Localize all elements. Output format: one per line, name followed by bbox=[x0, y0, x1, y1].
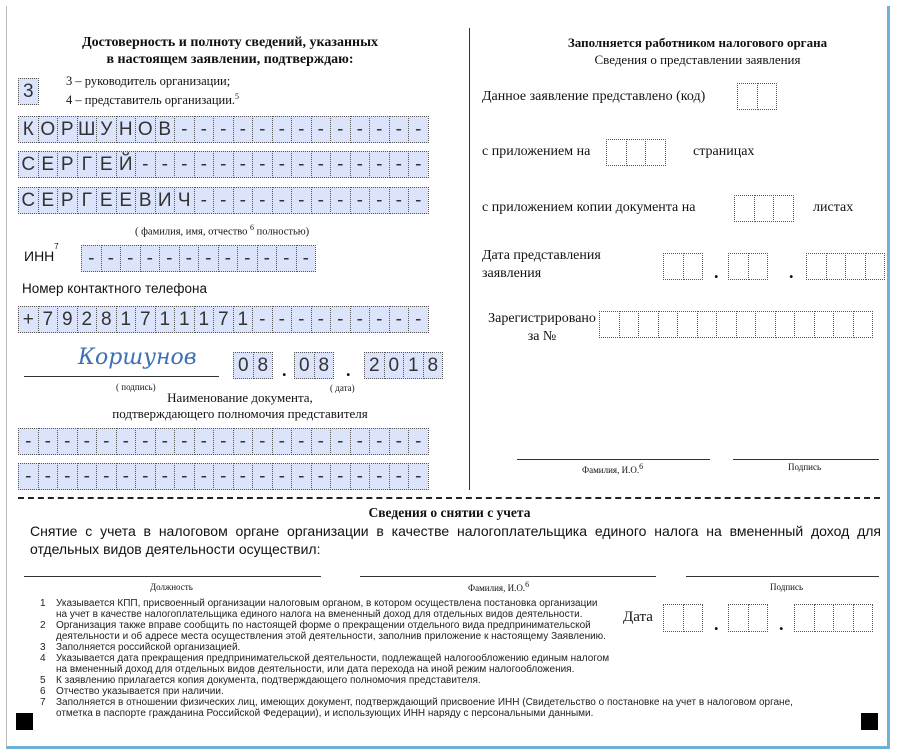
doc-char-cell: - bbox=[369, 463, 390, 490]
submit-date-label-line1: Дата представления bbox=[482, 248, 601, 263]
attach-pages-label: с приложением на bbox=[482, 144, 591, 159]
surname-char-cell: К bbox=[18, 116, 39, 143]
surname-char-cell: В bbox=[155, 116, 176, 143]
phone-char-cell: 7 bbox=[135, 306, 156, 333]
submit-date-char-cell bbox=[683, 253, 704, 280]
signer-code-cell[interactable] bbox=[18, 78, 38, 105]
patronymic-char-cell: - bbox=[389, 187, 410, 214]
reg-char-cell bbox=[755, 311, 776, 338]
signature-caption: ( подпись) bbox=[116, 382, 156, 392]
name-char-cell: С bbox=[18, 151, 39, 178]
surname-char-cell: - bbox=[350, 116, 371, 143]
surname-char-cell: - bbox=[369, 116, 390, 143]
doc-char-cell: - bbox=[408, 428, 429, 455]
name-char-cell: Е bbox=[96, 151, 117, 178]
doc-char-cell: - bbox=[155, 463, 176, 490]
left-header-line2: в настоящем заявлении, подтверждаю: bbox=[106, 52, 354, 67]
phone-char-cell: - bbox=[408, 306, 429, 333]
phone-char-cell: 9 bbox=[57, 306, 78, 333]
bottom-date-char-cell bbox=[728, 604, 749, 632]
name-char-cell: - bbox=[369, 151, 390, 178]
bottom-date-dot-1: . bbox=[714, 614, 719, 634]
doc-char-cell: - bbox=[291, 463, 312, 490]
footnote-item bbox=[40, 697, 793, 719]
doc-char-cell: - bbox=[330, 428, 351, 455]
doc-char-cell: - bbox=[174, 463, 195, 490]
submit-date-dot-2: . bbox=[789, 262, 794, 282]
doc-char-cell: - bbox=[96, 463, 117, 490]
phone-char-cell: - bbox=[350, 306, 371, 333]
name-char-cell: - bbox=[194, 151, 215, 178]
patronymic-char-cell: - bbox=[194, 187, 215, 214]
signature-line bbox=[24, 376, 219, 377]
date-char-cell: 8 bbox=[314, 352, 335, 379]
submit-date-day[interactable] bbox=[663, 253, 702, 280]
position-line bbox=[24, 576, 321, 577]
footnote-text: Заполняется российской организацией. bbox=[56, 642, 241, 653]
doc-char-cell: - bbox=[369, 428, 390, 455]
patronymic-char-cell: Ч bbox=[174, 187, 195, 214]
name-char-cell: - bbox=[350, 151, 371, 178]
pages-char-cell bbox=[626, 139, 647, 166]
reg-label bbox=[482, 310, 602, 346]
footnote-number: 3 bbox=[40, 642, 46, 653]
worker-fio-sup: 6 bbox=[639, 462, 644, 471]
submit-date-char-cell bbox=[748, 253, 769, 280]
worker-fio-caption bbox=[582, 462, 643, 475]
doc-char-cell: - bbox=[77, 463, 98, 490]
doc-char-cell: - bbox=[311, 428, 332, 455]
doc-char-cell: - bbox=[57, 428, 78, 455]
surname-char-cell: - bbox=[174, 116, 195, 143]
doc-char-cell: - bbox=[350, 428, 371, 455]
surname-field[interactable] bbox=[18, 116, 428, 143]
patronymic-char-cell: - bbox=[272, 187, 293, 214]
reg-char-cell bbox=[736, 311, 757, 338]
attach-copies-suffix: листах bbox=[813, 200, 854, 215]
doc-char-cell: - bbox=[38, 428, 59, 455]
name-char-cell: - bbox=[213, 151, 234, 178]
fio-caption-bottom-text: Фамилия, И.О. bbox=[468, 583, 526, 593]
footnote-text: Отчество указывается при наличии. bbox=[56, 686, 224, 697]
doc-char-cell: - bbox=[330, 463, 351, 490]
reg-char-cell bbox=[814, 311, 835, 338]
reg-char-cell bbox=[716, 311, 737, 338]
bottom-date-day[interactable] bbox=[663, 604, 702, 632]
name-char-cell: - bbox=[174, 151, 195, 178]
sign-line bbox=[686, 576, 879, 577]
attach-pages-suffix: страницах bbox=[693, 144, 755, 159]
code-char-cell bbox=[757, 83, 778, 110]
doc-char-cell: - bbox=[213, 463, 234, 490]
footnote-item bbox=[40, 686, 610, 697]
deregistration-text: Снятие с учета в налоговом органе организации в качестве налогоплательщика единого налога на вмененный доход для отдельных видов деятельности осуществил: bbox=[30, 523, 881, 557]
doc-char-cell: - bbox=[389, 463, 410, 490]
name-char-cell: - bbox=[272, 151, 293, 178]
doc-char-cell: - bbox=[18, 428, 39, 455]
bottom-date-char-cell bbox=[833, 604, 854, 632]
doc-char-cell: - bbox=[252, 463, 273, 490]
doc-char-cell: - bbox=[116, 428, 137, 455]
phone-char-cell: - bbox=[291, 306, 312, 333]
date-day-field[interactable] bbox=[233, 352, 272, 379]
patronymic-char-cell: - bbox=[408, 187, 429, 214]
patronymic-field[interactable] bbox=[18, 187, 428, 214]
surname-char-cell: - bbox=[272, 116, 293, 143]
inn-char-cell: - bbox=[218, 245, 239, 272]
doc-char-cell: - bbox=[311, 463, 332, 490]
phone-char-cell: - bbox=[252, 306, 273, 333]
surname-char-cell: - bbox=[213, 116, 234, 143]
footnote-ref-5: 5 bbox=[235, 92, 240, 101]
bottom-date-char-cell bbox=[663, 604, 684, 632]
fio-caption bbox=[135, 223, 309, 238]
doc-name-field-2[interactable] bbox=[18, 463, 428, 490]
surname-char-cell: Ш bbox=[77, 116, 98, 143]
phone-char-cell: 7 bbox=[213, 306, 234, 333]
name-char-cell: - bbox=[233, 151, 254, 178]
inn-char-cell: - bbox=[159, 245, 180, 272]
footnote-item bbox=[40, 642, 610, 653]
reg-char-cell bbox=[599, 311, 620, 338]
corner-marker-left bbox=[16, 713, 33, 730]
doc-char-cell: - bbox=[194, 463, 215, 490]
submitted-code-field[interactable] bbox=[737, 83, 776, 110]
reg-number-field[interactable] bbox=[599, 311, 872, 338]
submitted-code-label: Данное заявление представлено (код) bbox=[482, 89, 706, 104]
footnote-ref-6: 6 bbox=[250, 223, 255, 232]
footnote-text: Указывается дата прекращения предпринимательской деятельности, подлежащей налогообложению единым налогом на вмененный доход для отдельных видов деятельности, или дата перехода на иной режим налогообложения. bbox=[56, 653, 610, 675]
patronymic-char-cell: Р bbox=[57, 187, 78, 214]
surname-char-cell: Р bbox=[57, 116, 78, 143]
phone-char-cell: - bbox=[272, 306, 293, 333]
submit-date-label-line2: заявления bbox=[482, 266, 542, 281]
phone-char-cell: 1 bbox=[174, 306, 195, 333]
bottom-date-char-cell bbox=[794, 604, 815, 632]
reg-char-cell bbox=[697, 311, 718, 338]
date-year-field[interactable] bbox=[364, 352, 442, 379]
patronymic-char-cell: - bbox=[252, 187, 273, 214]
reg-char-cell bbox=[619, 311, 640, 338]
worker-fio-caption-text: Фамилия, И.О. bbox=[582, 465, 640, 475]
date-dot-2: . bbox=[346, 360, 351, 380]
doc-label bbox=[80, 390, 400, 422]
submit-date-char-cell bbox=[806, 253, 827, 280]
doc-char-cell: - bbox=[233, 463, 254, 490]
phone-label: Номер контактного телефона bbox=[22, 281, 208, 296]
doc-char-cell: - bbox=[135, 428, 156, 455]
section-divider bbox=[18, 497, 880, 499]
reg-char-cell bbox=[794, 311, 815, 338]
patronymic-char-cell: В bbox=[135, 187, 156, 214]
doc-char-cell: - bbox=[272, 463, 293, 490]
submit-date-month[interactable] bbox=[728, 253, 767, 280]
reg-label-line2: за № bbox=[527, 329, 557, 344]
inn-char-cell: - bbox=[179, 245, 200, 272]
left-header bbox=[40, 34, 420, 68]
footnote-number: 1 bbox=[40, 598, 46, 609]
signer-option-3: 3 – руководитель организации; bbox=[66, 74, 231, 88]
footnote-number: 6 bbox=[40, 686, 46, 697]
reg-char-cell bbox=[677, 311, 698, 338]
name-char-cell: - bbox=[155, 151, 176, 178]
phone-char-cell: - bbox=[369, 306, 390, 333]
doc-char-cell: - bbox=[116, 463, 137, 490]
copies-char-cell bbox=[773, 195, 794, 222]
name-char-cell: Г bbox=[77, 151, 98, 178]
name-char-cell: - bbox=[408, 151, 429, 178]
reg-char-cell bbox=[853, 311, 874, 338]
name-char-cell: Е bbox=[38, 151, 59, 178]
deregistration-title: Сведения о снятии с учета bbox=[368, 505, 531, 520]
doc-char-cell: - bbox=[252, 428, 273, 455]
doc-char-cell: - bbox=[174, 428, 195, 455]
surname-char-cell: - bbox=[408, 116, 429, 143]
submit-date-char-cell bbox=[865, 253, 886, 280]
submit-date-char-cell bbox=[663, 253, 684, 280]
patronymic-char-cell: - bbox=[213, 187, 234, 214]
doc-name-field-1[interactable] bbox=[18, 428, 428, 455]
footnote-item bbox=[40, 620, 610, 642]
doc-char-cell: - bbox=[18, 463, 39, 490]
phone-char-cell: - bbox=[389, 306, 410, 333]
date-dot-1: . bbox=[282, 360, 287, 380]
copies-char-cell bbox=[734, 195, 755, 222]
patronymic-char-cell: Е bbox=[116, 187, 137, 214]
phone-char-cell: 1 bbox=[233, 306, 254, 333]
footnote-number: 5 bbox=[40, 675, 46, 686]
signer-code: 3 bbox=[18, 78, 39, 105]
footnote-number: 2 bbox=[40, 620, 46, 631]
footnote-item bbox=[40, 598, 610, 620]
date-char-cell: 0 bbox=[233, 352, 254, 379]
reg-char-cell bbox=[658, 311, 679, 338]
date-char-cell: 0 bbox=[294, 352, 315, 379]
patronymic-char-cell: С bbox=[18, 187, 39, 214]
footnote-text: Организация также вправе сообщить по настоящей форме о прекращении отдельного вида предпринимательской деятельности и об адресе места осуществления этой деятельности, заполнив приложение к настоящему Заявлению. bbox=[56, 620, 606, 642]
patronymic-char-cell: Е bbox=[38, 187, 59, 214]
footnote-number: 4 bbox=[40, 653, 46, 664]
inn-char-cell: - bbox=[140, 245, 161, 272]
date-month-field[interactable] bbox=[294, 352, 333, 379]
surname-char-cell: - bbox=[194, 116, 215, 143]
right-header bbox=[525, 34, 870, 68]
footnote-ref-7: 7 bbox=[54, 242, 59, 252]
name-char-cell: - bbox=[135, 151, 156, 178]
name-char-cell: - bbox=[311, 151, 332, 178]
patronymic-char-cell: - bbox=[291, 187, 312, 214]
name-char-cell: - bbox=[389, 151, 410, 178]
phone-char-cell: - bbox=[330, 306, 351, 333]
worker-sign-caption: Подпись bbox=[788, 462, 822, 472]
phone-char-cell: 2 bbox=[77, 306, 98, 333]
doc-char-cell: - bbox=[57, 463, 78, 490]
inn-field[interactable] bbox=[81, 245, 315, 272]
date-char-cell: 8 bbox=[423, 352, 444, 379]
date-char-cell: 2 bbox=[364, 352, 385, 379]
patronymic-char-cell: - bbox=[311, 187, 332, 214]
patronymic-char-cell: Е bbox=[96, 187, 117, 214]
footnote-item bbox=[40, 653, 610, 675]
date-char-cell: 0 bbox=[384, 352, 405, 379]
bottom-date-month[interactable] bbox=[728, 604, 767, 632]
doc-label-line2: подтверждающего полномочия представителя bbox=[112, 406, 368, 421]
doc-char-cell: - bbox=[350, 463, 371, 490]
reg-char-cell bbox=[775, 311, 796, 338]
fio-caption-text: ( фамилия, имя, отчество bbox=[135, 226, 248, 238]
patronymic-char-cell: И bbox=[155, 187, 176, 214]
inn-label bbox=[24, 242, 59, 264]
surname-char-cell: О bbox=[135, 116, 156, 143]
worker-sign-line bbox=[733, 459, 879, 460]
reg-char-cell bbox=[638, 311, 659, 338]
phone-char-cell: 8 bbox=[96, 306, 117, 333]
submit-date-dot-1: . bbox=[714, 262, 719, 282]
fio-caption-bottom bbox=[468, 580, 529, 593]
doc-char-cell: - bbox=[155, 428, 176, 455]
reg-label-line1: Зарегистрировано bbox=[488, 311, 596, 326]
patronymic-char-cell: Г bbox=[77, 187, 98, 214]
fio-caption-bottom-sup: 6 bbox=[525, 580, 530, 589]
code-char-cell bbox=[737, 83, 758, 110]
footnote-text: К заявлению прилагается копия документа, подтверждающего полномочия представителя. bbox=[56, 675, 481, 686]
submit-date-year[interactable] bbox=[806, 253, 884, 280]
name-char-cell: - bbox=[291, 151, 312, 178]
surname-char-cell: - bbox=[311, 116, 332, 143]
right-header-line2: Сведения о представлении заявления bbox=[594, 52, 801, 67]
bottom-date-char-cell bbox=[748, 604, 769, 632]
footnote-item bbox=[40, 675, 610, 686]
phone-field[interactable] bbox=[18, 306, 428, 333]
doc-char-cell: - bbox=[213, 428, 234, 455]
inn-char-cell: - bbox=[101, 245, 122, 272]
surname-char-cell: - bbox=[233, 116, 254, 143]
bottom-date-year[interactable] bbox=[794, 604, 872, 632]
inn-char-cell: - bbox=[120, 245, 141, 272]
surname-char-cell: - bbox=[389, 116, 410, 143]
pages-char-cell bbox=[606, 139, 627, 166]
name-char-cell: - bbox=[330, 151, 351, 178]
signature: Коршунов bbox=[78, 345, 197, 370]
footnote-number: 7 bbox=[40, 697, 46, 708]
doc-char-cell: - bbox=[135, 463, 156, 490]
doc-char-cell: - bbox=[38, 463, 59, 490]
phone-char-cell: 1 bbox=[155, 306, 176, 333]
patronymic-char-cell: - bbox=[233, 187, 254, 214]
signer-options bbox=[66, 73, 239, 108]
inn-char-cell: - bbox=[237, 245, 258, 272]
doc-char-cell: - bbox=[272, 428, 293, 455]
phone-char-cell: 1 bbox=[116, 306, 137, 333]
inn-char-cell: - bbox=[81, 245, 102, 272]
name-field[interactable] bbox=[18, 151, 428, 178]
date-caption: ( дата) bbox=[330, 383, 355, 393]
signer-option-4: 4 – представитель организации. bbox=[66, 93, 236, 108]
doc-char-cell: - bbox=[233, 428, 254, 455]
doc-char-cell: - bbox=[77, 428, 98, 455]
inn-label-text: ИНН bbox=[24, 248, 55, 264]
patronymic-char-cell: - bbox=[369, 187, 390, 214]
bottom-date-char-cell bbox=[683, 604, 704, 632]
submit-date-char-cell bbox=[826, 253, 847, 280]
patronymic-char-cell: - bbox=[330, 187, 351, 214]
name-char-cell: Р bbox=[57, 151, 78, 178]
patronymic-char-cell: - bbox=[350, 187, 371, 214]
bottom-date-char-cell bbox=[814, 604, 835, 632]
fio-line bbox=[360, 576, 656, 577]
phone-char-cell: + bbox=[18, 306, 39, 333]
surname-char-cell: - bbox=[330, 116, 351, 143]
attach-copies-field[interactable] bbox=[734, 195, 793, 222]
surname-char-cell: Н bbox=[116, 116, 137, 143]
inn-char-cell: - bbox=[257, 245, 278, 272]
position-caption: Должность bbox=[150, 582, 193, 592]
date-char-cell: 1 bbox=[403, 352, 424, 379]
column-divider bbox=[469, 28, 470, 490]
bottom-date-label: Дата bbox=[623, 609, 653, 625]
doc-label-line1: Наименование документа, bbox=[167, 390, 313, 405]
worker-fio-line bbox=[517, 459, 710, 460]
inn-char-cell: - bbox=[296, 245, 317, 272]
name-char-cell: - bbox=[252, 151, 273, 178]
surname-char-cell: - bbox=[252, 116, 273, 143]
surname-char-cell: У bbox=[96, 116, 117, 143]
phone-char-cell: 7 bbox=[38, 306, 59, 333]
surname-char-cell: О bbox=[38, 116, 59, 143]
doc-char-cell: - bbox=[389, 428, 410, 455]
footnote-text: Заполняется в отношении физических лиц, имеющих документ, подтверждающий присвоение ИНН (Свидетельство о постановке на учет в налоговом органе, отметка в паспорте гражданина Российской Федерации), и использующих ИНН наряду с персональными данными. bbox=[56, 697, 793, 719]
left-header-line1: Достоверность и полноту сведений, указанных bbox=[81, 35, 379, 50]
attach-pages-field[interactable] bbox=[606, 139, 665, 166]
footnote-text: Указывается КПП, присвоенный организации налоговым органом, в котором осуществлена постановка организации на учет в качестве налогоплательщика единого налога на вмененный доход для отдельных видов деятельности. bbox=[56, 598, 598, 620]
inn-char-cell: - bbox=[276, 245, 297, 272]
doc-char-cell: - bbox=[96, 428, 117, 455]
pages-char-cell bbox=[645, 139, 666, 166]
submit-date-label bbox=[482, 247, 601, 283]
footnotes bbox=[40, 598, 793, 719]
attach-copies-label: с приложением копии документа на bbox=[482, 200, 696, 215]
name-char-cell: Й bbox=[116, 151, 137, 178]
phone-char-cell: 1 bbox=[194, 306, 215, 333]
sign-caption-bottom: Подпись bbox=[770, 582, 804, 592]
phone-char-cell: - bbox=[311, 306, 332, 333]
submit-date-char-cell bbox=[845, 253, 866, 280]
reg-char-cell bbox=[833, 311, 854, 338]
bottom-date-char-cell bbox=[853, 604, 874, 632]
inn-char-cell: - bbox=[198, 245, 219, 272]
doc-char-cell: - bbox=[194, 428, 215, 455]
doc-char-cell: - bbox=[291, 428, 312, 455]
right-header-line1: Заполняется работником налогового органа bbox=[567, 35, 828, 50]
date-char-cell: 8 bbox=[253, 352, 274, 379]
fio-caption-end: полностью) bbox=[256, 226, 310, 238]
bottom-date-dot-2: . bbox=[779, 614, 784, 634]
corner-marker-right bbox=[861, 713, 878, 730]
surname-char-cell: - bbox=[291, 116, 312, 143]
submit-date-char-cell bbox=[728, 253, 749, 280]
copies-char-cell bbox=[754, 195, 775, 222]
doc-char-cell: - bbox=[408, 463, 429, 490]
